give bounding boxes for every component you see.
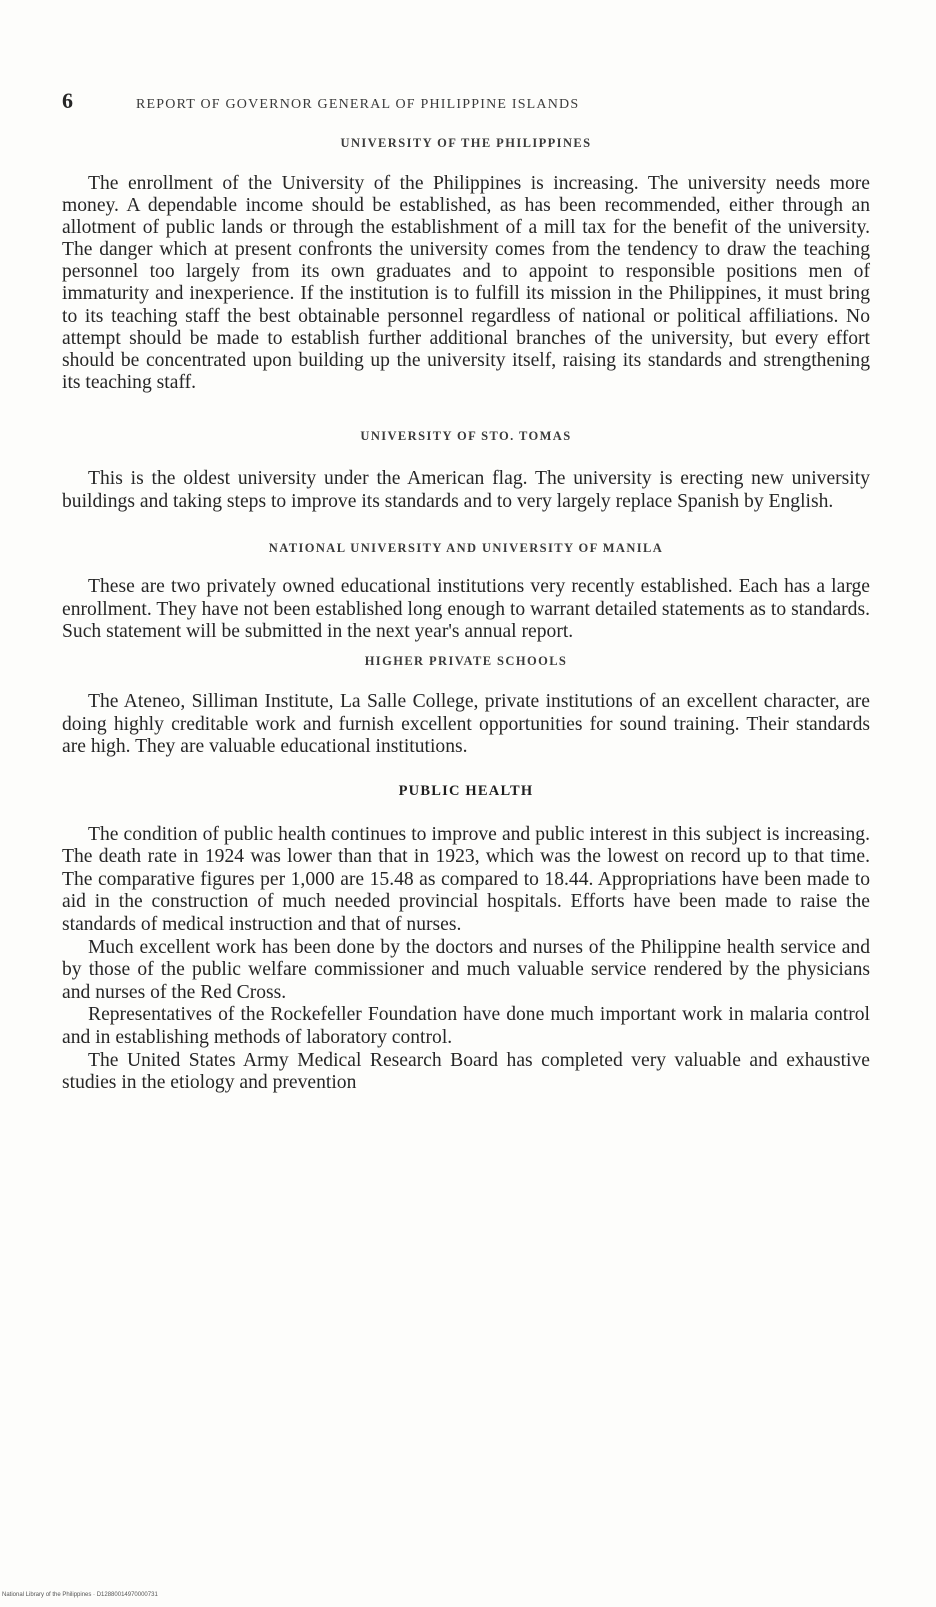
page-number: 6 (62, 88, 73, 113)
running-head-title: REPORT OF GOVERNOR GENERAL OF PHILIPPINE ISLANDS (136, 97, 580, 112)
section-heading: UNIVERSITY OF STO. TOMAS (360, 428, 572, 443)
paragraph: The enrollment of the University of the Philippines is increasing. The university needs more money. A dependable income should be established, as has been recommended, either through an allotment of public lands or through the establishment of a mill tax for the benefit of the university. The danger which at present confronts the university comes from the tendency to draw the teaching personnel too largely from its own graduates and to appoint to responsible positions men of immaturity and inexperience. If the institution is to fulfill its mission in the Philippines, it must bring to its teaching staff the best obtainable personnel regardless of national or political affiliations. No attempt should be made to establish further additional branches of the university, but every effort should be concentrated upon building up the university itself, raising its standards and strengthening its teaching staff. (62, 173, 870, 393)
scan-footer-note: National Library of the Philippines · D12880014970000731 (2, 1592, 158, 1598)
paragraph: The Ateneo, Silliman Institute, La Salle College, private institutions of an excellent character, are doing highly creditable work and furnish excellent opportunities for sound training. Their standards are high. They are valuable educational institutions. (62, 690, 870, 758)
paragraph: The United States Army Medical Research Board has completed very valuable and exhaustive studies in the etiology and prevention (62, 1049, 870, 1094)
paragraph: Much excellent work has been done by the doctors and nurses of the Philippine health service and by those of the public welfare commissioner and much valuable service rendered by the physicians and nurses of the Red Cross. (62, 936, 870, 1003)
paragraph: The condition of public health continues to improve and public interest in this subject is increasing. The death rate in 1924 was lower than that in 1923, which was the lowest on record up to that time. The comparative figures per 1,000 are 15.48 as compared to 18.44. Appropriations have been made to aid in the construction of much needed provincial hospitals. Efforts have been made to raise the standards of medical instruction and that of nurses. (62, 823, 870, 936)
section-university-of-the-philippines (62, 136, 870, 394)
page-body (62, 136, 870, 1095)
paragraph: Representatives of the Rockefeller Foundation have done much important work in malaria control and in establishing methods of laboratory control. (62, 1004, 870, 1049)
paragraph: These are two privately owned educational institutions very recently established. Each has a large enrollment. They have not been established long enough to warrant detailed statements as to standards. Such statement will be submitted in the next year's annual report. (62, 576, 870, 643)
section-heading: NATIONAL UNIVERSITY AND UNIVERSITY OF MANILA (268, 541, 664, 556)
section-national-university-and-university-of-manila (62, 541, 870, 644)
section-heading: HIGHER PRIVATE SCHOOLS (364, 653, 568, 668)
section-higher-private-schools (62, 654, 870, 759)
section-heading: UNIVERSITY OF THE PHILIPPINES (340, 136, 592, 150)
section-heading: PUBLIC HEALTH (398, 782, 534, 799)
section-public-health (62, 783, 870, 1095)
section-university-of-sto-tomas (62, 429, 870, 513)
paragraph: This is the oldest university under the American flag. The university is erecting new university buildings and taking steps to improve its standards and to very largely replace Spanish by English. (62, 467, 870, 512)
running-head (62, 88, 822, 114)
